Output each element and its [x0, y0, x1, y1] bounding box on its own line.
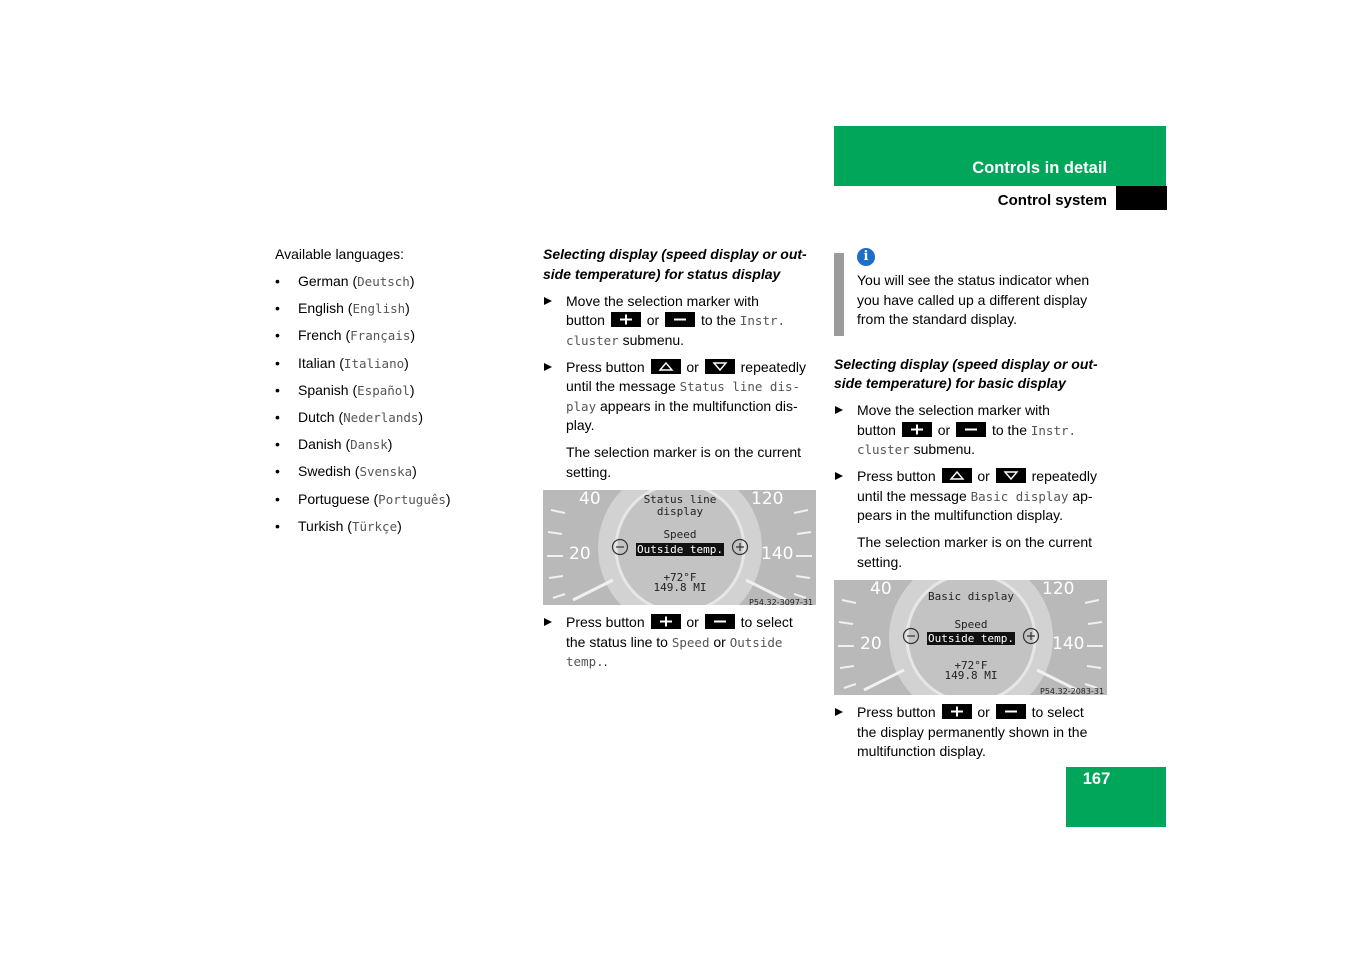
instrument-cluster-image-status: 40 120 20 140 Status line display Speed Outside temp. +72°F 149.8 MI P54.32-3097-31 [543, 490, 816, 605]
info-bar [834, 253, 844, 336]
language-item: • Danish (Dansk) [275, 435, 515, 455]
bullet-arrow-icon [544, 618, 552, 626]
bullet-arrow-icon [835, 472, 843, 480]
bullet-icon: • [275, 490, 280, 507]
info-note: i You will see the status indicator when you have called up a different display from the standard display. [834, 248, 1109, 330]
plus-button-icon [611, 312, 641, 327]
chapter-title: Controls in detail [972, 159, 1107, 177]
language-item: • German (Deutsch) [275, 272, 515, 292]
language-item: • Spanish (Español) [275, 381, 515, 401]
language-list [275, 272, 515, 536]
section-marker-block [1116, 186, 1167, 210]
bullet-arrow-icon [544, 297, 552, 305]
up-button-icon [651, 359, 681, 374]
instrument-cluster-image-basic: 40 120 20 140 Basic display Speed Outside temp. +72°F 149.8 MI P54.32-2083-31 [834, 580, 1107, 695]
languages-column [275, 245, 515, 544]
language-item: • Italian (Italiano) [275, 354, 515, 374]
language-item: • Portuguese (Português) [275, 490, 515, 510]
bullet-icon: • [275, 517, 280, 534]
cluster-option-speed: Speed [663, 528, 697, 541]
bullet-arrow-icon [835, 708, 843, 716]
cluster-option-speed: Speed [954, 618, 988, 631]
down-button-icon [996, 468, 1026, 483]
cluster-temp: +72°F [663, 571, 697, 584]
language-item: • French (Français) [275, 326, 515, 346]
bullet-icon: • [275, 463, 280, 480]
cluster-title: Basic display [927, 590, 1015, 603]
cluster-distance: 149.8 MI [653, 581, 707, 594]
step-press-up-down: Press button or repeatedly until the message Status line dis- play appears in the multifunction dis- play. [543, 358, 818, 436]
bullet-arrow-icon [835, 406, 843, 414]
cluster-temp: +72°F [954, 659, 988, 672]
minus-button-icon [996, 704, 1026, 719]
language-item: • English (English) [275, 299, 515, 319]
down-button-icon [705, 359, 735, 374]
cluster-title: Status line display [643, 493, 717, 518]
bullet-arrow-icon [544, 363, 552, 371]
language-item: • Dutch (Nederlands) [275, 408, 515, 428]
language-item: • Swedish (Svenska) [275, 462, 515, 482]
plus-button-icon [651, 614, 681, 629]
selection-marker-note: The selection marker is on the current setting. [857, 534, 1092, 570]
languages-intro: Available languages: [275, 246, 404, 262]
cluster-option-outside-temp: Outside temp. [636, 543, 724, 556]
info-icon: i [857, 248, 875, 266]
basic-display-column [834, 245, 1109, 769]
status-display-heading: Selecting display (speed display or out- side temperature) for status display [543, 246, 807, 282]
image-reference: P54.32-2083-31 [1040, 687, 1105, 695]
step-select-instr-cluster: Move the selection marker with button or to the Instr. cluster submenu. [834, 401, 1109, 460]
bullet-icon: • [275, 408, 280, 425]
cluster-distance: 149.8 MI [944, 669, 998, 682]
step-select-status-line: Press button or to select the status line to Speed or Outside temp.. [543, 613, 818, 672]
bullet-icon: • [275, 381, 280, 398]
bullet-icon: • [275, 273, 280, 289]
step-press-up-down: Press button or repeatedly until the message Basic display ap- pears in the multifunction display. [834, 467, 1109, 526]
bullet-icon: • [275, 436, 280, 453]
plus-button-icon [902, 422, 932, 437]
step-select-basic-display: Press button or to select the display permanently shown in the multifunction display. [834, 703, 1109, 762]
minus-button-icon [956, 422, 986, 437]
bullet-icon: • [275, 327, 280, 344]
step-select-instr-cluster: Move the selection marker with button or to the Instr. cluster submenu. [543, 292, 818, 351]
bullet-icon: • [275, 300, 280, 317]
page-number: 167 [1082, 770, 1111, 788]
bullet-icon: • [275, 354, 280, 371]
plus-button-icon [942, 704, 972, 719]
selection-marker-note: The selection marker is on the current setting. [566, 444, 801, 480]
language-item: • Turkish (Türkçe) [275, 517, 515, 537]
basic-display-heading: Selecting display (speed display or out- side temperature) for basic display [834, 355, 1098, 391]
section-title: Control system [997, 192, 1107, 209]
status-display-column [543, 245, 818, 679]
minus-button-icon [705, 614, 735, 629]
cluster-option-outside-temp: Outside temp. [927, 632, 1015, 645]
up-button-icon [942, 468, 972, 483]
minus-button-icon [665, 312, 695, 327]
image-reference: P54.32-3097-31 [749, 598, 814, 605]
